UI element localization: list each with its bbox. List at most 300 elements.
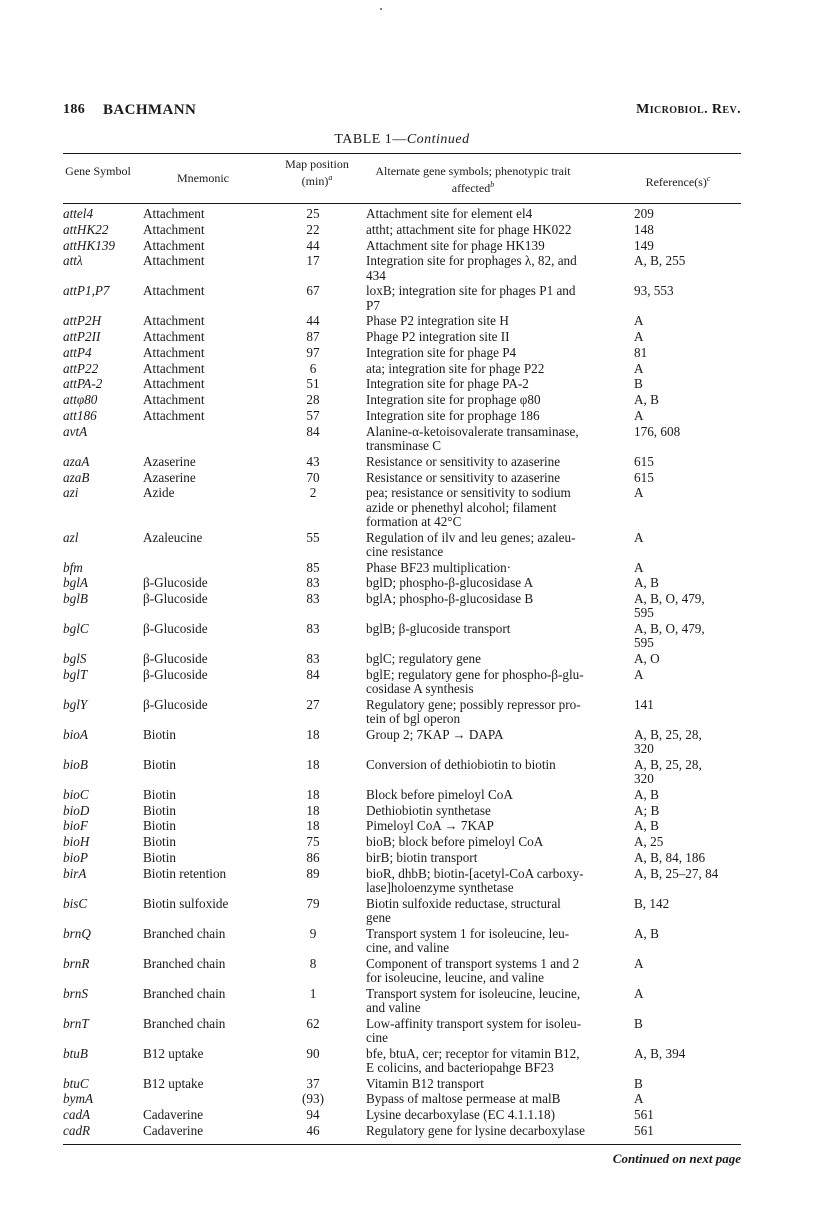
- references-line: A, B: [634, 575, 659, 591]
- alternate-symbols-line: tein of bgl operon: [366, 711, 461, 726]
- references-line: A: [634, 529, 644, 545]
- map-position: 44: [306, 313, 320, 329]
- table-row: [63, 867, 741, 895]
- gene-symbol: avtA: [63, 423, 88, 439]
- alternate-symbols-line: cine resistance: [366, 543, 444, 559]
- mnemonic: Azide: [143, 485, 175, 501]
- gene-symbol: btuB: [63, 1045, 88, 1061]
- table-row: [63, 851, 741, 865]
- map-position: 55: [306, 529, 320, 545]
- gene-symbol: btuC: [63, 1075, 89, 1091]
- references-line: A, B, 25–27, 84: [634, 865, 719, 881]
- map-position: 2: [309, 485, 317, 501]
- mnemonic: Biotin: [143, 834, 176, 850]
- alternate-symbols: [366, 728, 634, 742]
- references: [634, 330, 741, 344]
- references: [634, 927, 741, 941]
- alternate-symbols-line: Pimeloyl CoA → 7KAP: [366, 818, 494, 834]
- continued-note: Continued on next page: [612, 1151, 741, 1166]
- gene-symbol: attHK22: [63, 221, 109, 237]
- alternate-symbols-line: cine, and valine: [366, 939, 450, 955]
- alternate-symbols-line: gene: [366, 909, 391, 925]
- references-line: 595: [634, 635, 654, 651]
- alternate-symbols-line: cine: [366, 1029, 388, 1045]
- gene-symbol: att186: [63, 408, 97, 423]
- alternate-symbols-line: Conversion of dethiobiotin to biotin: [366, 756, 556, 772]
- alternate-symbols-line: for isoleucine, leucine, and valine: [366, 969, 544, 985]
- alternate-symbols: [366, 314, 634, 328]
- gene-symbol: bioH: [63, 834, 90, 850]
- alternate-symbols: [366, 471, 634, 485]
- references-line: A, O: [634, 651, 660, 667]
- alternate-symbols-line: Regulatory gene; possibly repressor pro-: [366, 696, 581, 712]
- gene-symbol: bioA: [63, 726, 88, 742]
- table-row: [63, 698, 741, 726]
- mnemonic: B12 uptake: [143, 1075, 204, 1091]
- references-line: A, B, 255: [634, 253, 686, 269]
- references-line: A, B, O, 479,: [634, 591, 705, 607]
- references: [634, 207, 741, 221]
- mnemonic: Attachment: [143, 344, 205, 360]
- alternate-symbols-line: loxB; integration site for phages P1 and: [366, 283, 576, 299]
- references: [634, 788, 741, 802]
- references-line: 561: [634, 1107, 654, 1123]
- references-line: 81: [634, 344, 648, 360]
- table-row: [63, 758, 741, 786]
- mnemonic: Azaserine: [143, 469, 196, 485]
- alternate-symbols: [366, 758, 634, 772]
- table-row: [63, 330, 741, 344]
- running-author: BACHMANN: [103, 102, 197, 118]
- alternate-symbols-line: pea; resistance or sensitivity to sodium: [366, 485, 571, 501]
- alternate-symbols: [366, 207, 634, 221]
- alternate-symbols-line: bglB; β-glucoside transport: [366, 621, 511, 637]
- alternate-symbols-line: Regulation of ilv and leu genes; azaleu-: [366, 529, 576, 545]
- alternate-symbols: [366, 393, 634, 407]
- alternate-symbols: [366, 819, 634, 833]
- references: [634, 698, 741, 712]
- alternate-symbols-line: Regulatory gene for lysine decarboxylase: [366, 1122, 585, 1138]
- mnemonic: Attachment: [143, 360, 205, 376]
- mnemonic: Biotin: [143, 849, 176, 865]
- references: [634, 1047, 741, 1061]
- gene-symbol: bymA: [63, 1091, 94, 1107]
- references: [634, 531, 741, 545]
- gene-symbol: bioB: [63, 756, 88, 772]
- references: [634, 239, 741, 253]
- table-row: [63, 897, 741, 925]
- table-row: [63, 1108, 741, 1122]
- alternate-symbols-line: E colicins, and bacteriopahge BF23: [366, 1059, 554, 1075]
- map-position: 83: [306, 621, 320, 637]
- references: [634, 1124, 741, 1138]
- gene-symbol: attP1,P7: [63, 283, 110, 299]
- alternate-symbols-line: 434: [366, 267, 386, 283]
- references-line: B: [634, 1075, 643, 1091]
- gene-symbol: attP22: [63, 360, 99, 376]
- references: [634, 957, 741, 971]
- table-row: [63, 471, 741, 485]
- references: [634, 668, 741, 682]
- references-line: 149: [634, 237, 654, 253]
- references-line: A, B, 84, 186: [634, 849, 706, 865]
- alternate-symbols-line: Phase P2 integration site H: [366, 313, 509, 329]
- table-row: [63, 804, 741, 818]
- references: [634, 393, 741, 407]
- references: [634, 804, 741, 818]
- page-header: [63, 102, 741, 122]
- alternate-symbols-line: and valine: [366, 999, 421, 1015]
- table-row: [63, 346, 741, 360]
- mnemonic: Biotin sulfoxide: [143, 895, 229, 911]
- gene-symbol: cadA: [63, 1107, 91, 1123]
- table-row: [63, 254, 741, 282]
- map-position: 84: [306, 423, 320, 439]
- mnemonic: Attachment: [143, 329, 205, 345]
- table-title: [63, 132, 741, 148]
- alternate-symbols-line: Low-affinity transport system for isoleu-: [366, 1015, 582, 1031]
- table-row: [63, 207, 741, 221]
- alternate-symbols: [366, 1124, 634, 1138]
- gene-symbol: attel4: [63, 206, 94, 221]
- references-line: A, B, 25, 28,: [634, 756, 702, 772]
- alternate-symbols: [366, 531, 634, 559]
- table-title-suffix: Continued: [406, 132, 470, 147]
- alternate-symbols-line: Attachment site for element el4: [366, 206, 533, 221]
- references: [634, 1108, 741, 1122]
- references-line: A, B, 25, 28,: [634, 726, 702, 742]
- map-position: 18: [306, 802, 320, 818]
- references-line: A: [634, 955, 644, 971]
- references-line: 320: [634, 770, 654, 786]
- map-position: 83: [306, 575, 320, 591]
- gene-symbol: brnS: [63, 985, 88, 1001]
- gene-symbol: brnR: [63, 955, 90, 971]
- table-row: [63, 668, 741, 696]
- table-row: [63, 531, 741, 559]
- references: [634, 851, 741, 865]
- references: [634, 652, 741, 666]
- table-top-rule: [63, 153, 741, 154]
- mnemonic: Cadaverine: [143, 1107, 204, 1123]
- alternate-symbols-line: Biotin sulfoxide reductase, structural: [366, 895, 561, 911]
- mnemonic: Attachment: [143, 237, 205, 253]
- mnemonic: Attachment: [143, 253, 205, 269]
- table-row: [63, 393, 741, 407]
- references-line: B: [634, 1015, 643, 1031]
- alternate-symbols: [366, 788, 634, 802]
- references-line: 209: [634, 206, 654, 221]
- gene-symbol: bglT: [63, 666, 88, 682]
- map-position: 83: [306, 651, 320, 667]
- references: [634, 314, 741, 328]
- alternate-symbols: [366, 698, 634, 726]
- table-row: [63, 314, 741, 328]
- gene-symbol: attPA-2: [63, 376, 103, 392]
- mnemonic: Branched chain: [143, 985, 226, 1001]
- col-header-references: $Reference(s)^c$: [645, 174, 711, 189]
- map-position: 17: [306, 253, 320, 269]
- alternate-symbols-line: Group 2; 7KAP → DAPA: [366, 726, 504, 742]
- table-column-header: [63, 156, 741, 204]
- alternate-symbols-line: Vitamin B12 transport: [366, 1075, 484, 1091]
- references: [634, 346, 741, 360]
- gene-symbol: bglC: [63, 621, 89, 637]
- map-position: 83: [306, 591, 320, 607]
- mnemonic: Attachment: [143, 408, 205, 423]
- mnemonic: β-Glucoside: [143, 575, 208, 591]
- references-line: 615: [634, 469, 654, 485]
- references-line: 595: [634, 605, 654, 621]
- alternate-symbols: [366, 668, 634, 696]
- table-header-rule: [63, 203, 741, 204]
- alternate-symbols: [366, 622, 634, 636]
- references-line: B: [634, 376, 643, 392]
- references-line: A: [634, 313, 644, 329]
- mnemonic: β-Glucoside: [143, 696, 208, 712]
- table-row: [63, 455, 741, 469]
- gene-symbol: azaB: [63, 469, 90, 485]
- map-position: 70: [306, 469, 320, 485]
- references-line: A, B: [634, 786, 659, 802]
- alternate-symbols-line: Component of transport systems 1 and 2: [366, 955, 580, 971]
- references: [634, 409, 741, 423]
- alternate-symbols: [366, 652, 634, 666]
- gene-symbol: brnQ: [63, 925, 91, 941]
- map-position: 86: [306, 849, 320, 865]
- gene-symbol: bglA: [63, 575, 88, 591]
- references-line: A: [634, 666, 644, 682]
- references: [634, 819, 741, 833]
- gene-symbol: brnT: [63, 1015, 89, 1031]
- table-row: [63, 223, 741, 237]
- map-position: 62: [306, 1015, 320, 1031]
- map-position: 18: [306, 756, 320, 772]
- alternate-symbols-line: P7: [366, 297, 380, 313]
- alternate-symbols-line: cosidase A synthesis: [366, 681, 474, 697]
- map-position: 6: [309, 360, 317, 376]
- table-row: [63, 819, 741, 833]
- map-position: 84: [306, 666, 320, 682]
- mnemonic: Biotin: [143, 726, 176, 742]
- alternate-symbols-line: Attachment site for phage HK139: [366, 237, 545, 253]
- gene-symbol: azi: [63, 485, 79, 501]
- alternate-symbols: [366, 346, 634, 360]
- mnemonic: Azaserine: [143, 453, 196, 469]
- map-position: 75: [306, 834, 320, 850]
- col-header-map: Map position $(\min)^a$: [285, 157, 349, 188]
- mnemonic: Branched chain: [143, 955, 226, 971]
- references-line: A, B: [634, 392, 659, 408]
- mnemonic: Attachment: [143, 221, 205, 237]
- mnemonic: Biotin: [143, 818, 176, 834]
- references-line: 561: [634, 1122, 654, 1138]
- references-line: 320: [634, 740, 654, 756]
- alternate-symbols: [366, 1108, 634, 1122]
- alternate-symbols: [366, 1047, 634, 1075]
- col-header-alternate: Alternate gene symbols; phenotypic trait affected$^b$: [375, 164, 571, 195]
- references: [634, 425, 741, 439]
- gene-symbol: bfm: [63, 559, 83, 575]
- references: [634, 987, 741, 1001]
- references-line: A: [634, 985, 644, 1001]
- alternate-symbols-line: lase]holoenzyme synthetase: [366, 879, 514, 895]
- alternate-symbols-line: formation at 42°C: [366, 513, 462, 529]
- references-line: A: [634, 329, 644, 345]
- table-row: [63, 377, 741, 391]
- references: [634, 758, 741, 786]
- references-line: A: [634, 1091, 644, 1107]
- map-position: 97: [306, 344, 320, 360]
- mnemonic: B12 uptake: [143, 1045, 204, 1061]
- map-position: 89: [306, 865, 320, 881]
- references-line: A: [634, 360, 644, 376]
- references: [634, 592, 741, 620]
- map-position: 67: [306, 283, 320, 299]
- mnemonic: β-Glucoside: [143, 651, 208, 667]
- mnemonic: Biotin retention: [143, 865, 227, 881]
- gene-symbol: azl: [63, 529, 79, 545]
- table-row: [63, 1077, 741, 1091]
- gene-symbol: bioP: [63, 849, 88, 865]
- table-row: [63, 1092, 741, 1106]
- table-row: [63, 835, 741, 849]
- alternate-symbols: [366, 486, 634, 529]
- mnemonic: Biotin: [143, 786, 176, 802]
- mnemonic: β-Glucoside: [143, 621, 208, 637]
- alternate-symbols-line: Alanine-α-ketoisovalerate transaminase,: [366, 423, 579, 439]
- mnemonic: Branched chain: [143, 1015, 226, 1031]
- map-position: 79: [306, 895, 320, 911]
- references-line: A, B: [634, 818, 659, 834]
- gene-symbol: cadR: [63, 1122, 91, 1138]
- alternate-symbols: [366, 330, 634, 344]
- map-position: 27: [306, 696, 320, 712]
- references-line: 176, 608: [634, 423, 681, 439]
- alternate-symbols: [366, 409, 634, 423]
- alternate-symbols-line: Dethiobiotin synthetase: [366, 802, 491, 818]
- alternate-symbols: [366, 851, 634, 865]
- references-line: A: [634, 485, 644, 501]
- alternate-symbols: [366, 804, 634, 818]
- journal-name: Microbiol. Rev.: [636, 102, 741, 117]
- alternate-symbols-line: Integration site for phage PA-2: [366, 376, 529, 392]
- gene-symbol: bglY: [63, 696, 88, 712]
- alternate-symbols-line: Transport system 1 for isoleucine, leu-: [366, 925, 570, 941]
- alternate-symbols: [366, 377, 634, 391]
- alternate-symbols-line: Integration site for prophage φ80: [366, 392, 541, 408]
- mnemonic: Attachment: [143, 283, 205, 299]
- map-position: 9: [309, 925, 317, 941]
- map-position: 25: [306, 206, 320, 221]
- alternate-symbols: [366, 897, 634, 925]
- alternate-symbols: [366, 576, 634, 590]
- table-row: [63, 728, 741, 756]
- mnemonic: Branched chain: [143, 925, 226, 941]
- table-row: [63, 652, 741, 666]
- table-row: [63, 486, 741, 529]
- references-line: B, 142: [634, 895, 670, 911]
- map-position: 44: [306, 237, 320, 253]
- alternate-symbols: [366, 455, 634, 469]
- references-line: A: [634, 408, 644, 423]
- alternate-symbols: [366, 1092, 634, 1106]
- references-line: A, B, 394: [634, 1045, 686, 1061]
- references-line: A; B: [634, 802, 660, 818]
- table-row: [63, 1124, 741, 1138]
- alternate-symbols: [366, 1017, 634, 1045]
- gene-symbol: bioF: [63, 818, 88, 834]
- alternate-symbols-line: Block before pimeloyl CoA: [366, 786, 513, 802]
- alternate-symbols-line: Lysine decarboxylase (EC 4.1.1.18): [366, 1107, 555, 1123]
- references: [634, 1017, 741, 1031]
- gene-symbol: attP2II: [63, 329, 101, 345]
- references: [634, 362, 741, 376]
- references-line: 141: [634, 696, 654, 712]
- alternate-symbols: [366, 223, 634, 237]
- map-position: 1: [309, 985, 317, 1001]
- alternate-symbols-line: bglA; phospho-β-glucosidase B: [366, 591, 534, 607]
- gene-symbol: attφ80: [63, 392, 98, 408]
- references: [634, 455, 741, 469]
- alternate-symbols: [366, 561, 634, 575]
- references: [634, 576, 741, 590]
- map-position: 28: [306, 392, 320, 408]
- mnemonic: Attachment: [143, 376, 205, 392]
- alternate-symbols-line: bioB; block before pimeloyl CoA: [366, 834, 544, 850]
- alternate-symbols-line: Integration site for prophage 186: [366, 408, 540, 423]
- references: [634, 1077, 741, 1091]
- alternate-symbols-line: birB; biotin transport: [366, 849, 478, 865]
- references: [634, 835, 741, 849]
- mnemonic: β-Glucoside: [143, 591, 208, 607]
- table-row: [63, 362, 741, 376]
- alternate-symbols: [366, 254, 634, 282]
- references: [634, 471, 741, 485]
- references-line: A: [634, 559, 644, 575]
- alternate-symbols-line: Integration site for phage P4: [366, 344, 517, 360]
- table-row: [63, 788, 741, 802]
- map-position: 18: [306, 818, 320, 834]
- alternate-symbols: [366, 1077, 634, 1091]
- table-row: [63, 622, 741, 650]
- map-position: 46: [306, 1122, 320, 1138]
- mnemonic: β-Glucoside: [143, 666, 208, 682]
- table-row: [63, 576, 741, 590]
- references: [634, 223, 741, 237]
- table-row: [63, 425, 741, 453]
- table-row: [63, 409, 741, 423]
- alternate-symbols-line: bfe, btuA, cer; receptor for vitamin B12,: [366, 1045, 580, 1061]
- map-position: 8: [309, 955, 317, 971]
- alternate-symbols-line: Transport system for isoleucine, leucine,: [366, 985, 581, 1001]
- references: [634, 622, 741, 650]
- alternate-symbols-line: transminase C: [366, 437, 442, 453]
- map-position: 43: [306, 453, 320, 469]
- references-line: 148: [634, 221, 654, 237]
- map-position: 37: [306, 1075, 320, 1091]
- references: [634, 284, 741, 298]
- references: [634, 486, 741, 500]
- gene-symbol: bglS: [63, 651, 87, 667]
- table-row: [63, 284, 741, 312]
- alternate-symbols-line: ata; integration site for phage P22: [366, 360, 545, 376]
- alternate-symbols: [366, 835, 634, 849]
- map-position: 94: [306, 1107, 320, 1123]
- table-row: [63, 592, 741, 620]
- references: [634, 254, 741, 268]
- alternate-symbols-line: Integration site for prophages λ, 82, and: [366, 253, 577, 269]
